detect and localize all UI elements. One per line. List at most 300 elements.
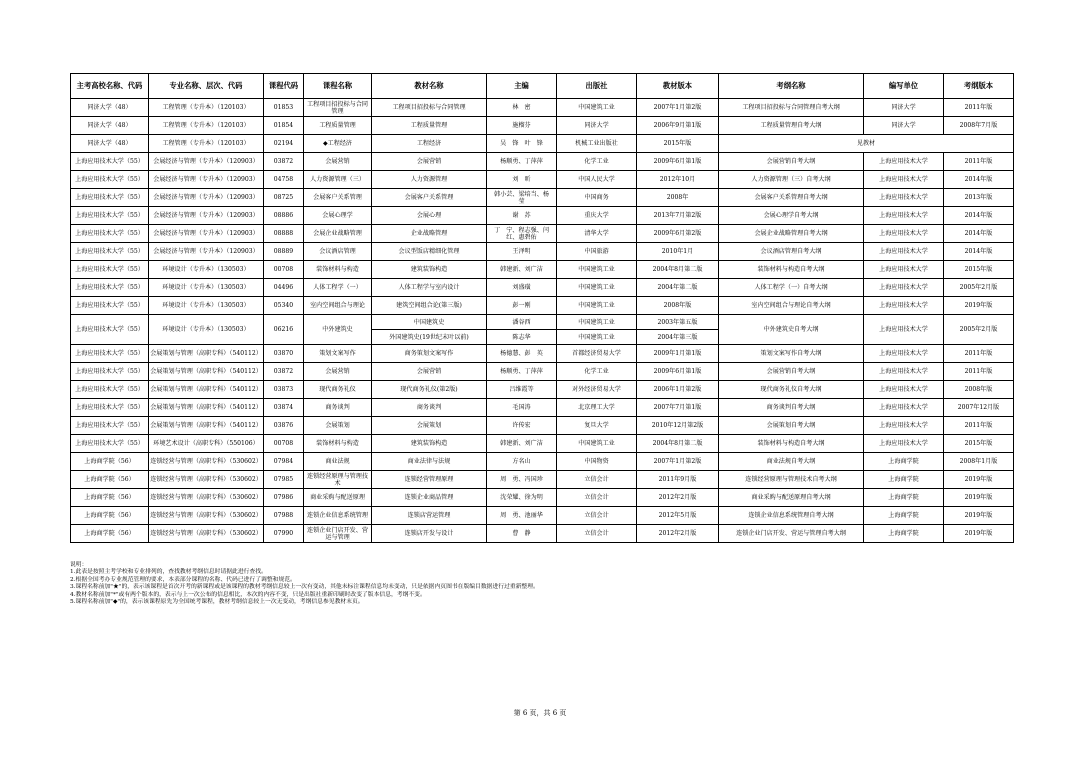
cell-school: 上海应用技术大学（55） bbox=[71, 171, 149, 189]
cell-course-code: 04758 bbox=[264, 171, 304, 189]
cell-edition: 2009年1月第1版 bbox=[637, 345, 719, 363]
cell-major: 环境艺术设计（高职专科）（550106） bbox=[149, 435, 264, 453]
cell-syllabus: 装饰材料与构造自考大纲 bbox=[719, 435, 864, 453]
cell-syllabus: 会展策划自考大纲 bbox=[719, 417, 864, 435]
cell-publisher: 北京理工大学 bbox=[557, 399, 637, 417]
cell-course-name: 现代商务礼仪 bbox=[304, 381, 372, 399]
cell-school: 上海应用技术大学（55） bbox=[71, 189, 149, 207]
cell-major: 工程管理（专升本）（120103） bbox=[149, 117, 264, 135]
header-compiler: 编写单位 bbox=[864, 74, 944, 99]
cell-syllabus-version: 2007年12月版 bbox=[944, 399, 1014, 417]
cell-course-code: 07988 bbox=[264, 507, 304, 525]
cell-school: 上海应用技术大学（55） bbox=[71, 435, 149, 453]
notes-section bbox=[70, 562, 1013, 606]
table-row bbox=[71, 381, 1014, 399]
cell-syllabus: 会展营销自考大纲 bbox=[719, 363, 864, 381]
cell-textbook: 人力资源管理 bbox=[372, 171, 487, 189]
cell-syllabus: 现代商务礼仪自考大纲 bbox=[719, 381, 864, 399]
cell-textbook: 企业战略管理 bbox=[372, 225, 487, 243]
cell-school: 同济大学（48） bbox=[71, 135, 149, 153]
cell-textbook: 连锁企业商品管理 bbox=[372, 489, 487, 507]
cell-textbook: 商务策划文案写作 bbox=[372, 345, 487, 363]
cell-school: 上海商学院（56） bbox=[71, 471, 149, 489]
table-row bbox=[71, 417, 1014, 435]
table-row bbox=[71, 243, 1014, 261]
cell-major: 连锁经营与管理（高职专科）（530602） bbox=[149, 507, 264, 525]
cell-syllabus: 商业法规自考大纲 bbox=[719, 453, 864, 471]
cell-course-name: 连锁经营原理与管理技术 bbox=[304, 471, 372, 489]
cell-school: 上海商学院（56） bbox=[71, 453, 149, 471]
cell-major: 环境设计（专升本）（130503） bbox=[149, 297, 264, 315]
cell-major: 会展策划与管理（高职专科）（540112） bbox=[149, 399, 264, 417]
cell-edition: 2012年5月版 bbox=[637, 507, 719, 525]
cell-publisher: 中国建筑工业 bbox=[557, 297, 637, 315]
note-line: 3.课程名称前加"★"的，表示该课程是首次开考的新课程或是该课程的教材考纲信息较上一次有变动，其他未标注课程信息均未变动，只是依据内页图书在版编目数据进行过重新整理。 bbox=[70, 584, 539, 591]
cell-textbook: 连锁经营管理原理 bbox=[372, 471, 487, 489]
cell-compiler: 上海应用技术大学 bbox=[864, 207, 944, 225]
header-editor: 主编 bbox=[487, 74, 557, 99]
cell-edition: 2003年第五版 bbox=[637, 315, 719, 330]
header-course-name: 课程名称 bbox=[304, 74, 372, 99]
cell-editor: 韩小芸、梁培当、杨 莹 bbox=[487, 189, 557, 207]
cell-major: 工程管理（专升本）（120103） bbox=[149, 99, 264, 117]
cell-compiler: 上海应用技术大学 bbox=[864, 315, 944, 345]
cell-editor: 毛国涛 bbox=[487, 399, 557, 417]
cell-school: 上海应用技术大学（55） bbox=[71, 345, 149, 363]
cell-publisher: 同济大学 bbox=[557, 117, 637, 135]
cell-textbook: 工程质量管理 bbox=[372, 117, 487, 135]
cell-edition: 2012年2月版 bbox=[637, 489, 719, 507]
cell-editor: 丁 宁、程志强、闫 红、惠碧佑 bbox=[487, 225, 557, 243]
cell-course-name: 商业采购与配送原理 bbox=[304, 489, 372, 507]
cell-compiler: 上海商学院 bbox=[864, 507, 944, 525]
cell-school: 上海应用技术大学（55） bbox=[71, 279, 149, 297]
table-row bbox=[71, 435, 1014, 453]
cell-editor: 韩建新、刘广洁 bbox=[487, 435, 557, 453]
cell-publisher: 中国建筑工业 bbox=[557, 315, 637, 330]
cell-editor: 吕维霞等 bbox=[487, 381, 557, 399]
header-syllabus-version: 考纲版本 bbox=[944, 74, 1014, 99]
table-row bbox=[71, 207, 1014, 225]
cell-syllabus-note: 见教材 bbox=[719, 135, 1014, 153]
cell-course-name: 会展营销 bbox=[304, 153, 372, 171]
cell-editor: 韩建新、刘广洁 bbox=[487, 261, 557, 279]
table-row bbox=[71, 189, 1014, 207]
cell-editor: 谢 苏 bbox=[487, 207, 557, 225]
cell-syllabus-version: 2005年2月版 bbox=[944, 279, 1014, 297]
cell-course-name: 连锁企业门店开发、营运与管理 bbox=[304, 525, 372, 543]
cell-course-name: 工程项目招投标与合同管理 bbox=[304, 99, 372, 117]
note-line: 1.此表是按照主考学校和专业排列的，查找教材考纲信息时请据此进行查找。 bbox=[70, 569, 267, 576]
note-line: 2.根据全国考办专业规范管理的要求，本表部分课程的名称、代码已进行了调整和规范。 bbox=[70, 576, 296, 583]
cell-compiler: 上海应用技术大学 bbox=[864, 225, 944, 243]
cell-compiler: 上海应用技术大学 bbox=[864, 189, 944, 207]
note-line: 5.课程名称前加"◆"的，表示该课程原先为全国统考课程，教材考纲信息较上一次无变动，考纲信息参见教材末页。 bbox=[70, 599, 364, 606]
cell-editor: 周 勇、池丽华 bbox=[487, 507, 557, 525]
cell-publisher: 立信会计 bbox=[557, 525, 637, 543]
cell-compiler: 上海应用技术大学 bbox=[864, 345, 944, 363]
cell-publisher: 复旦大学 bbox=[557, 417, 637, 435]
cell-school: 同济大学（48） bbox=[71, 99, 149, 117]
cell-syllabus: 人力资源管理（三）自考大纲 bbox=[719, 171, 864, 189]
cell-major: 连锁经营与管理（高职专科）（530602） bbox=[149, 471, 264, 489]
cell-school: 上海商学院（56） bbox=[71, 525, 149, 543]
cell-publisher: 化学工业 bbox=[557, 153, 637, 171]
cell-edition: 2007年1月第2版 bbox=[637, 453, 719, 471]
table-header-row bbox=[71, 74, 1014, 99]
cell-syllabus-version: 2014年版 bbox=[944, 207, 1014, 225]
cell-edition: 2004年8月第二版 bbox=[637, 435, 719, 453]
cell-course-name: 会展心理学 bbox=[304, 207, 372, 225]
cell-course-code: 03870 bbox=[264, 345, 304, 363]
cell-syllabus: 连锁企业门店开发、营运与管理自考大纲 bbox=[719, 525, 864, 543]
cell-course-name: 会议酒店管理 bbox=[304, 243, 372, 261]
cell-syllabus-version: 2011年版 bbox=[944, 363, 1014, 381]
cell-major: 工程管理（专升本）（120103） bbox=[149, 135, 264, 153]
cell-syllabus-version: 2011年版 bbox=[944, 417, 1014, 435]
cell-edition: 2013年7月第2版 bbox=[637, 207, 719, 225]
cell-course-code: 07984 bbox=[264, 453, 304, 471]
cell-syllabus-version: 2014年版 bbox=[944, 225, 1014, 243]
cell-editor: 杨顺勇、丁萍萍 bbox=[487, 153, 557, 171]
cell-major: 会展经济与管理（专升本）（120903） bbox=[149, 225, 264, 243]
cell-course-name: 会展策划 bbox=[304, 417, 372, 435]
table-row bbox=[71, 453, 1014, 471]
cell-textbook: 会展营销 bbox=[372, 153, 487, 171]
table-row bbox=[71, 279, 1014, 297]
table-row bbox=[71, 489, 1014, 507]
cell-school: 上海应用技术大学（55） bbox=[71, 225, 149, 243]
table-row bbox=[71, 399, 1014, 417]
cell-course-name: 装饰材料与构造 bbox=[304, 435, 372, 453]
cell-textbook: 建筑空间组合论(第三版) bbox=[372, 297, 487, 315]
cell-compiler: 上海应用技术大学 bbox=[864, 153, 944, 171]
cell-course-code: 08886 bbox=[264, 207, 304, 225]
table-row bbox=[71, 507, 1014, 525]
cell-publisher: 中国商务 bbox=[557, 189, 637, 207]
cell-course-code: 01853 bbox=[264, 99, 304, 117]
cell-syllabus-version: 2013年版 bbox=[944, 189, 1014, 207]
cell-syllabus: 会展客户关系管理自考大纲 bbox=[719, 189, 864, 207]
cell-syllabus: 中外建筑史自考大纲 bbox=[719, 315, 864, 345]
cell-compiler: 上海应用技术大学 bbox=[864, 435, 944, 453]
cell-school: 上海商学院（56） bbox=[71, 507, 149, 525]
note-line: 说明： bbox=[70, 562, 88, 568]
cell-textbook: 商业法律与法规 bbox=[372, 453, 487, 471]
cell-major: 会展策划与管理（高职专科）（540112） bbox=[149, 381, 264, 399]
cell-syllabus-version: 2019年版 bbox=[944, 297, 1014, 315]
cell-syllabus: 连锁经营原理与管理技术自考大纲 bbox=[719, 471, 864, 489]
cell-syllabus-version: 2008年版 bbox=[944, 381, 1014, 399]
cell-publisher: 机械工业出版社 bbox=[557, 135, 637, 153]
cell-major: 会展经济与管理（专升本）（120903） bbox=[149, 153, 264, 171]
cell-course-code: 06216 bbox=[264, 315, 304, 345]
cell-edition: 2007年7月第1版 bbox=[637, 399, 719, 417]
cell-textbook: 建筑装饰构造 bbox=[372, 435, 487, 453]
cell-course-name: 策划文案写作 bbox=[304, 345, 372, 363]
table-row bbox=[71, 525, 1014, 543]
cell-course-name: ◆工程经济 bbox=[304, 135, 372, 153]
cell-major: 会展策划与管理（高职专科）（540112） bbox=[149, 363, 264, 381]
cell-editor: 杨顺勇、丁萍萍 bbox=[487, 363, 557, 381]
cell-publisher: 中国旅游 bbox=[557, 243, 637, 261]
cell-textbook: 商务谈判 bbox=[372, 399, 487, 417]
cell-course-code: 02194 bbox=[264, 135, 304, 153]
cell-course-code: 03874 bbox=[264, 399, 304, 417]
cell-compiler: 上海应用技术大学 bbox=[864, 243, 944, 261]
cell-syllabus: 会展心理学自考大纲 bbox=[719, 207, 864, 225]
cell-publisher: 中国建筑工业 bbox=[557, 435, 637, 453]
cell-major: 连锁经营与管理（高职专科）（530602） bbox=[149, 489, 264, 507]
cell-syllabus: 工程项目招投标与合同管理自考大纲 bbox=[719, 99, 864, 117]
cell-compiler: 同济大学 bbox=[864, 99, 944, 117]
cell-major: 会展经济与管理（专升本）（120903） bbox=[149, 207, 264, 225]
cell-course-name: 人体工程学（一） bbox=[304, 279, 372, 297]
cell-school: 上海商学院（56） bbox=[71, 489, 149, 507]
cell-textbook: 连锁店开发与设计 bbox=[372, 525, 487, 543]
cell-edition: 2004年8月第二版 bbox=[637, 261, 719, 279]
cell-course-code: 08888 bbox=[264, 225, 304, 243]
cell-compiler: 上海应用技术大学 bbox=[864, 297, 944, 315]
cell-publisher: 重庆大学 bbox=[557, 207, 637, 225]
cell-editor: 刘盛璜 bbox=[487, 279, 557, 297]
cell-course-name: 装饰材料与构造 bbox=[304, 261, 372, 279]
cell-textbook: 连锁店营运管理 bbox=[372, 507, 487, 525]
cell-syllabus: 商务谈判自考大纲 bbox=[719, 399, 864, 417]
cell-compiler: 上海应用技术大学 bbox=[864, 381, 944, 399]
table-row bbox=[71, 315, 1014, 330]
cell-school: 上海应用技术大学（55） bbox=[71, 315, 149, 345]
cell-edition: 2009年6月第1版 bbox=[637, 363, 719, 381]
cell-textbook: 中国建筑史 bbox=[372, 315, 487, 330]
cell-syllabus: 室内空间组合与理论自考大纲 bbox=[719, 297, 864, 315]
cell-edition: 2012年10月 bbox=[637, 171, 719, 189]
cell-publisher: 对外经济贸易大学 bbox=[557, 381, 637, 399]
table-body bbox=[71, 99, 1014, 543]
cell-publisher: 中国建筑工业 bbox=[557, 279, 637, 297]
cell-publisher: 中国建筑工业 bbox=[557, 99, 637, 117]
cell-textbook: 会展客户关系管理 bbox=[372, 189, 487, 207]
cell-syllabus-version: 2015年版 bbox=[944, 261, 1014, 279]
cell-editor: 沈荣耀、徐为明 bbox=[487, 489, 557, 507]
cell-syllabus: 工程质量管理自考大纲 bbox=[719, 117, 864, 135]
cell-publisher: 清华大学 bbox=[557, 225, 637, 243]
course-table bbox=[70, 73, 1014, 543]
cell-editor: 潘谷西 bbox=[487, 315, 557, 330]
cell-publisher: 立信会计 bbox=[557, 489, 637, 507]
cell-course-name: 室内空间组合与理论 bbox=[304, 297, 372, 315]
cell-edition: 2015年版 bbox=[637, 135, 719, 153]
cell-edition: 2009年6月第1版 bbox=[637, 153, 719, 171]
cell-syllabus: 人体工程学（一）自考大纲 bbox=[719, 279, 864, 297]
cell-publisher: 中国建筑工业 bbox=[557, 261, 637, 279]
cell-compiler: 上海应用技术大学 bbox=[864, 417, 944, 435]
cell-edition: 2004年第二版 bbox=[637, 279, 719, 297]
cell-course-code: 05340 bbox=[264, 297, 304, 315]
cell-syllabus-version: 2011年版 bbox=[944, 345, 1014, 363]
cell-syllabus: 会展企业战略管理自考大纲 bbox=[719, 225, 864, 243]
cell-edition: 2010年12月第2版 bbox=[637, 417, 719, 435]
cell-textbook: 现代商务礼仪(第2版) bbox=[372, 381, 487, 399]
cell-course-code: 03873 bbox=[264, 381, 304, 399]
cell-major: 环境设计（专升本）（130503） bbox=[149, 315, 264, 345]
cell-course-code: 00708 bbox=[264, 435, 304, 453]
cell-edition: 2006年9月第1版 bbox=[637, 117, 719, 135]
header-major: 专业名称、层次、代码 bbox=[149, 74, 264, 99]
cell-major: 环境设计（专升本）（130503） bbox=[149, 261, 264, 279]
cell-editor: 林 密 bbox=[487, 99, 557, 117]
cell-major: 连锁经营与管理（高职专科）（530602） bbox=[149, 525, 264, 543]
cell-compiler: 上海应用技术大学 bbox=[864, 261, 944, 279]
cell-editor: 曹 静 bbox=[487, 525, 557, 543]
table-row bbox=[71, 135, 1014, 153]
cell-syllabus-version: 2014年版 bbox=[944, 171, 1014, 189]
cell-school: 上海应用技术大学（55） bbox=[71, 243, 149, 261]
cell-edition: 2011年9月版 bbox=[637, 471, 719, 489]
cell-course-code: 03872 bbox=[264, 363, 304, 381]
cell-major: 环境设计（专升本）（130503） bbox=[149, 279, 264, 297]
cell-course-code: 08889 bbox=[264, 243, 304, 261]
table-row bbox=[71, 363, 1014, 381]
cell-textbook: 工程项目招投标与合同管理 bbox=[372, 99, 487, 117]
cell-syllabus: 装饰材料与构造自考大纲 bbox=[719, 261, 864, 279]
cell-course-name: 会展营销 bbox=[304, 363, 372, 381]
cell-school: 上海应用技术大学（55） bbox=[71, 261, 149, 279]
cell-publisher: 中国建筑工业 bbox=[557, 330, 637, 345]
cell-course-name: 会展企业战略管理 bbox=[304, 225, 372, 243]
cell-course-code: 07986 bbox=[264, 489, 304, 507]
cell-course-code: 08725 bbox=[264, 189, 304, 207]
cell-syllabus-version: 2019年版 bbox=[944, 489, 1014, 507]
cell-syllabus: 会展营销自考大纲 bbox=[719, 153, 864, 171]
cell-textbook: 会展营销 bbox=[372, 363, 487, 381]
cell-course-code: 03876 bbox=[264, 417, 304, 435]
course-table-sheet bbox=[70, 73, 1013, 543]
cell-compiler: 上海应用技术大学 bbox=[864, 171, 944, 189]
cell-school: 上海应用技术大学（55） bbox=[71, 363, 149, 381]
cell-compiler: 上海商学院 bbox=[864, 489, 944, 507]
cell-compiler: 上海商学院 bbox=[864, 471, 944, 489]
cell-textbook: 工程经济 bbox=[372, 135, 487, 153]
cell-edition: 2007年1月第2版 bbox=[637, 99, 719, 117]
cell-school: 上海应用技术大学（55） bbox=[71, 207, 149, 225]
cell-editor: 杨德慧、彭 英 bbox=[487, 345, 557, 363]
cell-textbook: 人体工程学与室内设计 bbox=[372, 279, 487, 297]
header-school: 主考高校名称、代码 bbox=[71, 74, 149, 99]
cell-edition: 2008年 bbox=[637, 189, 719, 207]
cell-course-name: 工程质量管理 bbox=[304, 117, 372, 135]
cell-compiler: 上海应用技术大学 bbox=[864, 279, 944, 297]
cell-syllabus-version: 2019年版 bbox=[944, 471, 1014, 489]
cell-course-name: 中外建筑史 bbox=[304, 315, 372, 345]
cell-syllabus-version: 2011年版 bbox=[944, 153, 1014, 171]
cell-compiler: 同济大学 bbox=[864, 117, 944, 135]
cell-course-code: 07985 bbox=[264, 471, 304, 489]
cell-course-code: 04496 bbox=[264, 279, 304, 297]
cell-course-name: 商务谈判 bbox=[304, 399, 372, 417]
cell-textbook: 会展策划 bbox=[372, 417, 487, 435]
cell-publisher: 中国物资 bbox=[557, 453, 637, 471]
cell-syllabus: 策划文案写作自考大纲 bbox=[719, 345, 864, 363]
cell-compiler: 上海商学院 bbox=[864, 453, 944, 471]
cell-editor: 吴 锋 叶 锋 bbox=[487, 135, 557, 153]
cell-publisher: 首都经济贸易大学 bbox=[557, 345, 637, 363]
cell-course-code: 03872 bbox=[264, 153, 304, 171]
cell-course-name: 会展客户关系管理 bbox=[304, 189, 372, 207]
cell-syllabus-version: 2019年版 bbox=[944, 525, 1014, 543]
table-row bbox=[71, 117, 1014, 135]
cell-course-name: 人力资源管理（三） bbox=[304, 171, 372, 189]
cell-syllabus-version: 2019年版 bbox=[944, 507, 1014, 525]
cell-editor: 刘 昕 bbox=[487, 171, 557, 189]
note-line: 4.教材名称前加"*"或有两个版本的，表示与上一次公布的信息相比，本次的内容不变，只是出版社重新印刷时改变了版本信息，考纲不变。 bbox=[70, 591, 426, 598]
header-syllabus: 考纲名称 bbox=[719, 74, 864, 99]
cell-editor: 周 勇、冯国珍 bbox=[487, 471, 557, 489]
cell-course-code: 00708 bbox=[264, 261, 304, 279]
cell-edition: 2009年6月第2版 bbox=[637, 225, 719, 243]
cell-syllabus-version: 2008年1月版 bbox=[944, 453, 1014, 471]
cell-editor: 许传宏 bbox=[487, 417, 557, 435]
cell-syllabus-version: 2005年2月版 bbox=[944, 315, 1014, 345]
cell-editor: 方名山 bbox=[487, 453, 557, 471]
table-row bbox=[71, 345, 1014, 363]
cell-syllabus-version: 2014年版 bbox=[944, 243, 1014, 261]
cell-publisher: 立信会计 bbox=[557, 507, 637, 525]
cell-syllabus-version: 2011年版 bbox=[944, 99, 1014, 117]
cell-course-code: 01854 bbox=[264, 117, 304, 135]
cell-school: 上海应用技术大学（55） bbox=[71, 417, 149, 435]
header-course-code: 课程代码 bbox=[264, 74, 304, 99]
cell-compiler: 上海商学院 bbox=[864, 525, 944, 543]
cell-publisher: 中国人民大学 bbox=[557, 171, 637, 189]
cell-edition: 2012年2月版 bbox=[637, 525, 719, 543]
cell-edition: 2010年1月 bbox=[637, 243, 719, 261]
cell-editor: 彭一刚 bbox=[487, 297, 557, 315]
cell-course-name: 商业法规 bbox=[304, 453, 372, 471]
cell-publisher: 化学工业 bbox=[557, 363, 637, 381]
cell-major: 会展经济与管理（专升本）（120903） bbox=[149, 189, 264, 207]
cell-edition: 2006年1月第2版 bbox=[637, 381, 719, 399]
table-row bbox=[71, 225, 1014, 243]
cell-school: 上海应用技术大学（55） bbox=[71, 399, 149, 417]
cell-course-code: 07990 bbox=[264, 525, 304, 543]
table-row bbox=[71, 171, 1014, 189]
header-textbook: 教材名称 bbox=[372, 74, 487, 99]
cell-editor: 施榴芬 bbox=[487, 117, 557, 135]
cell-textbook: 会议型饭店精细化管理 bbox=[372, 243, 487, 261]
table-row bbox=[71, 261, 1014, 279]
table-row bbox=[71, 153, 1014, 171]
cell-edition: 2008年版 bbox=[637, 297, 719, 315]
page-footer: 第 6 页，共 6 页 bbox=[513, 709, 567, 717]
cell-syllabus: 商业采购与配送原理自考大纲 bbox=[719, 489, 864, 507]
cell-textbook: 会展心理 bbox=[372, 207, 487, 225]
cell-syllabus-version: 2015年版 bbox=[944, 435, 1014, 453]
cell-school: 上海应用技术大学（55） bbox=[71, 381, 149, 399]
cell-syllabus-version: 2008年7月版 bbox=[944, 117, 1014, 135]
table-row bbox=[71, 297, 1014, 315]
cell-syllabus: 会议酒店管理自考大纲 bbox=[719, 243, 864, 261]
cell-textbook: 外国建筑史(19世纪末叶以前) bbox=[372, 330, 487, 345]
cell-compiler: 上海应用技术大学 bbox=[864, 363, 944, 381]
cell-syllabus: 连锁企业信息系统管理自考大纲 bbox=[719, 507, 864, 525]
cell-publisher: 立信会计 bbox=[557, 471, 637, 489]
cell-school: 上海应用技术大学（55） bbox=[71, 153, 149, 171]
cell-compiler: 上海应用技术大学 bbox=[864, 399, 944, 417]
table-row bbox=[71, 471, 1014, 489]
cell-major: 会展策划与管理（高职专科）（540112） bbox=[149, 417, 264, 435]
header-edition: 教材版本 bbox=[637, 74, 719, 99]
